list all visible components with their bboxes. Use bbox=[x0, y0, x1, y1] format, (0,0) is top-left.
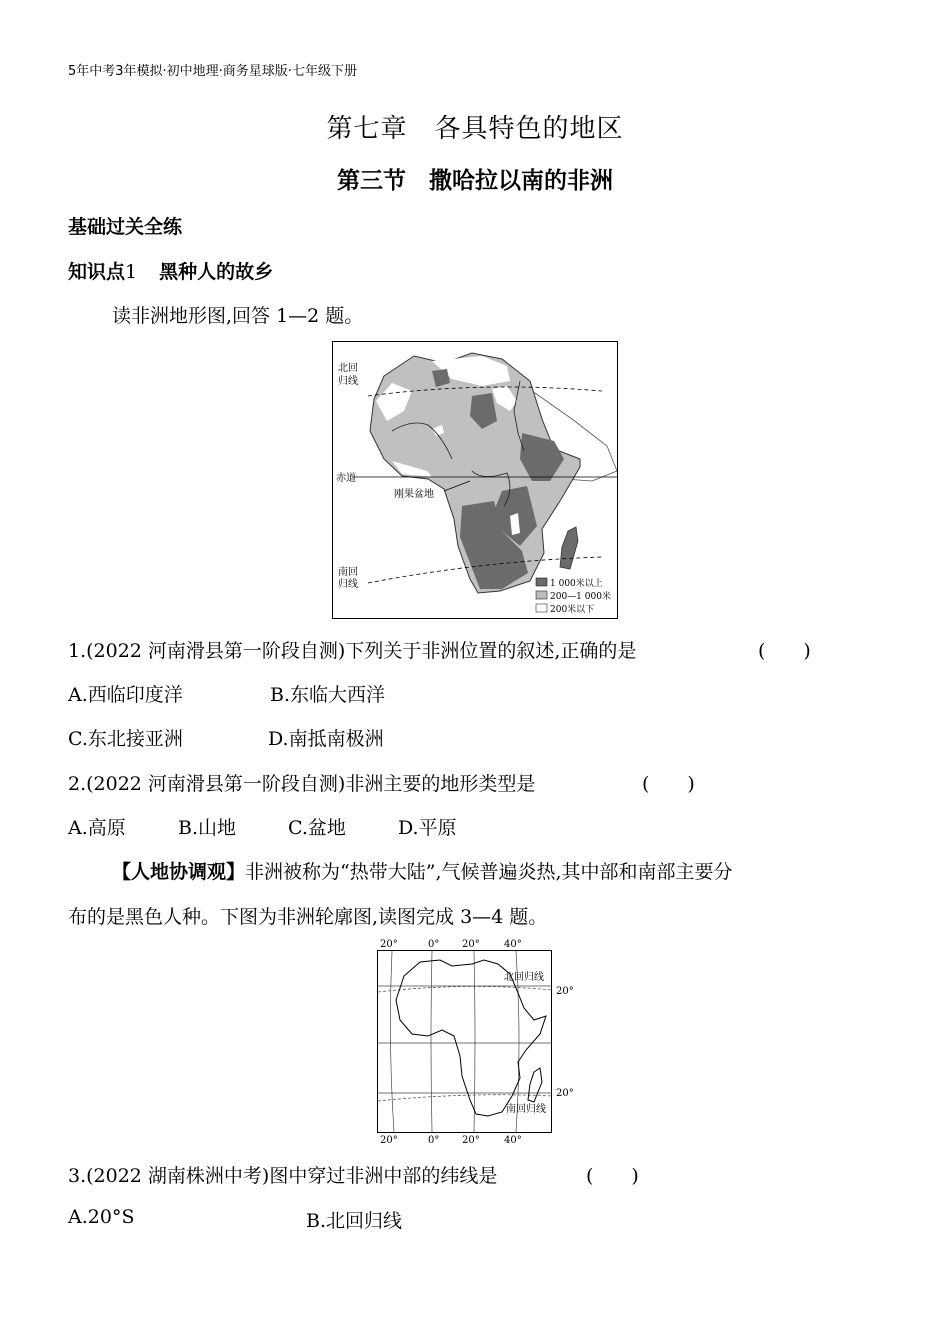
question-3-option-b: B.北回归线 bbox=[306, 1210, 403, 1232]
question-3-option-a: A.20°S bbox=[68, 1206, 135, 1228]
question-2-option-d: D.平原 bbox=[398, 817, 457, 839]
bottom-lon-label-3: 20° bbox=[462, 1135, 480, 1146]
exercise-heading: 基础过关全练 bbox=[68, 216, 183, 238]
paragraph-tag: 【人地协调观】 bbox=[112, 861, 246, 883]
south-lat-20-label: 20° bbox=[556, 1088, 574, 1099]
question-1-option-d: D.南抵南极洲 bbox=[268, 728, 384, 750]
legend-swatch-low bbox=[536, 604, 547, 612]
knowledge-point-number: 1 bbox=[125, 261, 138, 283]
question-3-answer-bracket: ( ) bbox=[586, 1165, 639, 1187]
knowledge-point-label: 知识点 bbox=[68, 261, 126, 283]
legend-swatch-mid bbox=[536, 591, 547, 599]
question-2-option-b: B.山地 bbox=[178, 817, 237, 839]
top-lon-label-1: 20° bbox=[380, 939, 398, 950]
question-2-stem: 2.(2022 河南滑县第一阶段自测)非洲主要的地形类型是 bbox=[68, 773, 536, 795]
question-2-option-a: A.高原 bbox=[68, 817, 126, 839]
question-1-option-a: A.西临印度洋 bbox=[68, 684, 183, 706]
bottom-lon-label-2: 0° bbox=[428, 1135, 440, 1146]
north-tropic-label: 北回归线 bbox=[504, 972, 544, 983]
equator-label: 赤道 bbox=[336, 473, 356, 484]
page-header: 5年中考3年模拟·初中地理·商务星球版·七年级下册 bbox=[68, 64, 357, 79]
knowledge-point-title: 黑种人的故乡 bbox=[159, 261, 274, 283]
question-3-stem: 3.(2022 湖南株洲中考)图中穿过非洲中部的纬线是 bbox=[68, 1165, 498, 1187]
legend-swatch-high bbox=[536, 578, 547, 586]
knowledge-point-heading bbox=[68, 257, 273, 284]
legend-label-mid: 200—1 000米 bbox=[550, 592, 611, 602]
legend-label-low: 200米以下 bbox=[550, 605, 595, 615]
chapter-title: 第七章 各具特色的地区 bbox=[326, 114, 624, 144]
bottom-lon-label-1: 20° bbox=[380, 1135, 398, 1146]
question-1-option-b: B.东临大西洋 bbox=[270, 684, 386, 706]
question-1-stem: 1.(2022 河南滑县第一阶段自测)下列关于非洲位置的叙述,正确的是 bbox=[68, 640, 637, 662]
congo-basin-label: 刚果盆地 bbox=[394, 489, 434, 500]
south-tropic-label-1: 南回 bbox=[338, 567, 358, 578]
intro-text-1: 读非洲地形图,回答 1—2 题。 bbox=[112, 305, 364, 327]
africa-terrain-map bbox=[332, 341, 618, 619]
africa-outline-map bbox=[376, 936, 586, 1146]
top-lon-label-3: 20° bbox=[462, 939, 480, 950]
legend-label-high: 1 000米以上 bbox=[550, 579, 603, 589]
north-lat-20-label: 20° bbox=[556, 986, 574, 997]
bottom-lon-label-4: 40° bbox=[504, 1135, 522, 1146]
question-2-answer-bracket: ( ) bbox=[642, 773, 695, 795]
question-1-option-c: C.东北接亚洲 bbox=[68, 728, 183, 750]
north-tropic-label-1: 北回 bbox=[338, 363, 358, 374]
south-tropic-label: 南回归线 bbox=[506, 1104, 546, 1115]
question-2-option-c: C.盆地 bbox=[288, 817, 346, 839]
paragraph-line-2: 布的是黑色人种。下图为非洲轮廓图,读图完成 3—4 题。 bbox=[68, 906, 548, 928]
top-lon-label-4: 40° bbox=[504, 939, 522, 950]
south-tropic-label-2: 归线 bbox=[338, 579, 358, 590]
question-1-answer-bracket: ( ) bbox=[758, 640, 811, 662]
top-lon-label-2: 0° bbox=[428, 939, 440, 950]
section-title: 第三节 撒哈拉以南的非洲 bbox=[337, 168, 613, 194]
north-tropic-label-2: 归线 bbox=[338, 376, 358, 387]
paragraph-line-1: 【人地协调观】非洲被称为“热带大陆”,气候普遍炎热,其中部和南部主要分 bbox=[112, 861, 733, 883]
